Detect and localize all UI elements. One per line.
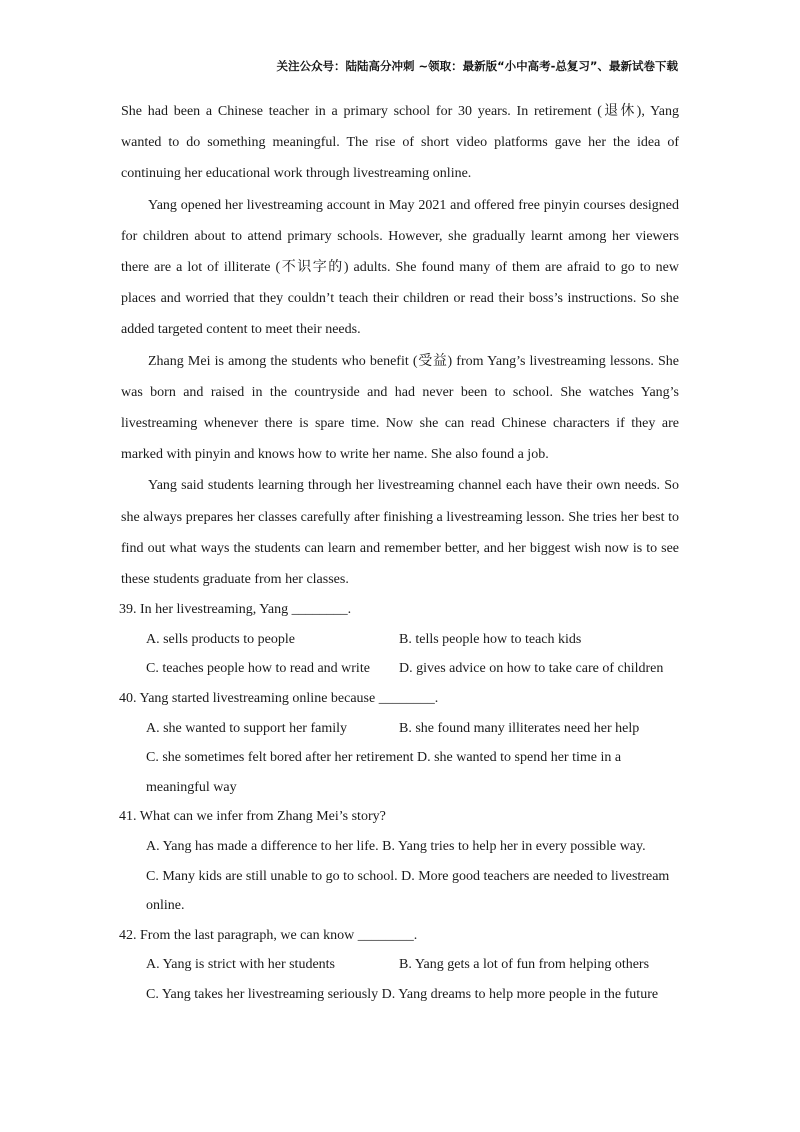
option-a[interactable]: A. sells products to people: [146, 631, 295, 647]
option-b[interactable]: B. tells people how to teach kids: [399, 631, 582, 647]
question-stem: 40. Yang started livestreaming online because ________.: [119, 691, 439, 707]
option-b[interactable]: B. Yang gets a lot of fun from helping others: [399, 957, 650, 973]
question-40: [121, 684, 679, 802]
passage-paragraph: Yang said students learning through her livestreaming channel each have their own needs. So she always prepares her classes carefully after finishing a livestreaming lesson. She tries her best to find out what ways the students can learn and remember better, and her biggest wish now is to see these students graduate from her classes.: [121, 478, 679, 588]
question-42: [121, 921, 679, 1010]
option-c[interactable]: C. teaches people how to read and write: [146, 661, 370, 677]
option-c-d[interactable]: C. Yang takes her livestreaming seriously D. Yang dreams to help more people in the future: [146, 986, 659, 1002]
option-c-d[interactable]: C. she sometimes felt bored after her retirement D. she wanted to spend her time in a meaningful way: [146, 750, 622, 795]
option-a[interactable]: A. Yang is strict with her students: [146, 957, 335, 973]
question-41: [121, 802, 679, 920]
option-b[interactable]: B. she found many illiterates need her help: [399, 720, 640, 736]
page-header: 关注公众号：陆陆高分冲刺 ~领取：最新版“小中高考-总复习”、最新试卷下载: [276, 59, 678, 73]
question-stem: 39. In her livestreaming, Yang ________.: [119, 602, 352, 618]
option-d[interactable]: D. gives advice on how to take care of children: [399, 661, 664, 677]
option-c-d[interactable]: C. Many kids are still unable to go to school. D. More good teachers are needed to livestream online.: [146, 868, 670, 914]
passage-paragraph: She had been a Chinese teacher in a primary school for 30 years. In retirement (退休), Yang wanted to do something meaningful. The rise of short video platforms gave her the idea of continuing her educational work through livestreaming online.: [121, 104, 679, 182]
passage-paragraph: Zhang Mei is among the students who benefit (受益) from Yang’s livestreaming lessons. She was born and raised in the countryside and had never been to school. She watches Yang’s livestreaming whenever there is spare time. Now she can read Chinese characters if they are marked with pinyin and knows how to write her name. She also found a job.: [121, 353, 679, 463]
passage-paragraph: Yang opened her livestreaming account in May 2021 and offered free pinyin courses designed for children about to attend primary schools. However, she gradually learnt among her viewers there are a lot of illiterate (不识字的) adults. She found many of them are afraid to go to new places and worried that they couldn’t teach their children or read their boss’s instructions. So she added targeted content to meet their needs.: [121, 197, 679, 338]
question-stem: 41. What can we infer from Zhang Mei’s story?: [119, 809, 386, 825]
question-39: [121, 595, 679, 684]
reading-passage: [121, 96, 679, 1010]
option-a[interactable]: A. she wanted to support her family: [146, 720, 348, 736]
option-a-b[interactable]: A. Yang has made a difference to her life. B. Yang tries to help her in every possible way.: [146, 839, 646, 854]
question-stem: 42. From the last paragraph, we can know ________.: [119, 927, 418, 943]
